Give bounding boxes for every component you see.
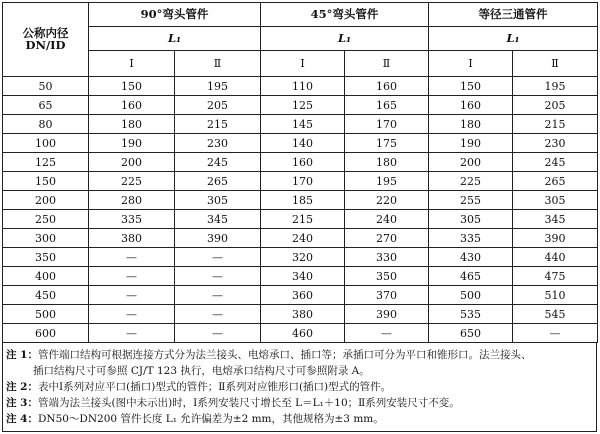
l1-cell: 195 <box>513 77 598 96</box>
note-3 <box>3 395 596 411</box>
l1-cell: 150 <box>89 77 175 96</box>
note-text: DN50～DN200 管件长度 L₁ 允许偏差为±2 mm，其他规格为±3 mm。 <box>37 413 384 425</box>
l1-cell: 460 <box>261 324 345 343</box>
table-row <box>3 77 598 96</box>
l1-cell: 160 <box>429 96 513 115</box>
table-row <box>3 229 598 248</box>
table-body <box>3 77 598 343</box>
group-header-tee: 等径三通管件 <box>429 3 598 27</box>
l1-cell: 340 <box>261 267 345 286</box>
l1-cell: 545 <box>513 305 598 324</box>
dn-cell: 65 <box>3 96 89 115</box>
l1-cell: 345 <box>513 210 598 229</box>
l1-cell: — <box>175 248 261 267</box>
l1-cell: — <box>175 305 261 324</box>
l1-cell: 195 <box>175 77 261 96</box>
l1-cell: 245 <box>513 153 598 172</box>
dn-cell: 250 <box>3 210 89 229</box>
sub-header-tee: L₁ <box>429 27 598 51</box>
l1-cell: 225 <box>89 172 175 191</box>
l1-cell: 510 <box>513 286 598 305</box>
l1-cell: 230 <box>513 134 598 153</box>
l1-cell: 165 <box>345 96 429 115</box>
l1-cell: 255 <box>429 191 513 210</box>
l1-cell: — <box>89 286 175 305</box>
note-label: 注 4： <box>6 413 38 425</box>
note-label: 注 1： <box>6 349 38 361</box>
table-row <box>3 172 598 191</box>
series-label: Ⅰ <box>261 51 345 77</box>
l1-cell: 380 <box>261 305 345 324</box>
header-line-2: DN/ID <box>25 37 66 52</box>
l1-cell: 205 <box>175 96 261 115</box>
dn-cell: 100 <box>3 134 89 153</box>
dn-cell: 350 <box>3 248 89 267</box>
table-row <box>3 305 598 324</box>
l1-cell: 180 <box>429 115 513 134</box>
l1-cell: 110 <box>261 77 345 96</box>
l1-cell: 270 <box>345 229 429 248</box>
table-row <box>3 324 598 343</box>
table-row <box>3 96 598 115</box>
l1-cell: 180 <box>89 115 175 134</box>
l1-cell: 200 <box>89 153 175 172</box>
l1-cell: 280 <box>89 191 175 210</box>
l1-cell: — <box>345 324 429 343</box>
series-label: Ⅰ <box>89 51 175 77</box>
l1-cell: — <box>89 248 175 267</box>
sub-header-45: L₁ <box>261 27 429 51</box>
l1-cell: 145 <box>261 115 345 134</box>
l1-cell: 440 <box>513 248 598 267</box>
l1-cell: 430 <box>429 248 513 267</box>
dn-cell: 500 <box>3 305 89 324</box>
l1-cell: 240 <box>345 210 429 229</box>
series-label: Ⅰ <box>429 51 513 77</box>
series-label: Ⅱ <box>345 51 429 77</box>
l1-cell: 225 <box>429 172 513 191</box>
dn-cell: 125 <box>3 153 89 172</box>
table-row <box>3 115 598 134</box>
table-row <box>3 153 598 172</box>
table-row <box>3 286 598 305</box>
l1-cell: 390 <box>175 229 261 248</box>
l1-cell: 160 <box>261 153 345 172</box>
l1-cell: 390 <box>345 305 429 324</box>
nominal-diameter-header <box>3 3 89 77</box>
l1-cell: 240 <box>261 229 345 248</box>
l1-cell: 215 <box>261 210 345 229</box>
l1-cell: — <box>513 324 598 343</box>
l1-cell: 330 <box>345 248 429 267</box>
l1-cell: 160 <box>89 96 175 115</box>
header-line-1: 公称内径 <box>22 26 69 40</box>
dn-cell: 80 <box>3 115 89 134</box>
l1-cell: 185 <box>261 191 345 210</box>
l1-cell: — <box>89 305 175 324</box>
series-label: Ⅱ <box>513 51 598 77</box>
group-header-45: 45°弯头管件 <box>261 3 429 27</box>
l1-cell: 350 <box>345 267 429 286</box>
l1-cell: 305 <box>429 210 513 229</box>
table-row <box>3 248 598 267</box>
notes-section <box>2 343 597 432</box>
l1-cell: 140 <box>261 134 345 153</box>
note-text: 插口结构尺寸可参照 CJ/T 123 执行，电熔承口结构尺寸可参照附录 A。 <box>33 365 370 377</box>
group-header-90: 90°弯头管件 <box>89 3 261 27</box>
dn-cell: 50 <box>3 77 89 96</box>
dn-cell: 200 <box>3 191 89 210</box>
l1-cell: 125 <box>261 96 345 115</box>
table-row <box>3 267 598 286</box>
l1-cell: 220 <box>345 191 429 210</box>
l1-cell: 215 <box>175 115 261 134</box>
dn-cell: 400 <box>3 267 89 286</box>
note-label: 注 3： <box>6 397 38 409</box>
note-text: 管件端口结构可根据连接方式分为法兰接头、电熔承口、插口等；承插口可分为平口和锥形口。法兰接头、 <box>37 349 532 361</box>
l1-cell: 230 <box>175 134 261 153</box>
l1-cell: 500 <box>429 286 513 305</box>
l1-cell: 370 <box>345 286 429 305</box>
table-row <box>3 134 598 153</box>
sub-header-90: L₁ <box>89 27 261 51</box>
l1-cell: 170 <box>261 172 345 191</box>
l1-cell: 360 <box>261 286 345 305</box>
l1-cell: 305 <box>513 191 598 210</box>
note-2 <box>3 379 596 395</box>
dn-cell: 300 <box>3 229 89 248</box>
l1-cell: 175 <box>345 134 429 153</box>
dn-cell: 450 <box>3 286 89 305</box>
l1-cell: 190 <box>89 134 175 153</box>
series-label: Ⅱ <box>175 51 261 77</box>
l1-cell: 320 <box>261 248 345 267</box>
l1-cell: 190 <box>429 134 513 153</box>
l1-cell: — <box>175 267 261 286</box>
l1-cell: 180 <box>345 153 429 172</box>
l1-cell: 535 <box>429 305 513 324</box>
l1-cell: 215 <box>513 115 598 134</box>
l1-cell: 390 <box>513 229 598 248</box>
note-4 <box>3 411 596 427</box>
dn-cell: 150 <box>3 172 89 191</box>
table-row <box>3 191 598 210</box>
l1-cell: 380 <box>89 229 175 248</box>
l1-cell: 305 <box>175 191 261 210</box>
l1-cell: 170 <box>345 115 429 134</box>
note-text: 表中Ⅰ系列对应平口(插口)型式的管件；Ⅱ系列对应锥形口(插口)型式的管件。 <box>37 381 392 393</box>
l1-cell: 345 <box>175 210 261 229</box>
note-1-continued <box>3 363 596 379</box>
l1-cell: — <box>89 267 175 286</box>
l1-cell: 195 <box>345 172 429 191</box>
note-1 <box>3 347 596 363</box>
l1-cell: 335 <box>429 229 513 248</box>
table-row <box>3 210 598 229</box>
l1-cell: 245 <box>175 153 261 172</box>
dimension-table <box>2 2 598 343</box>
l1-cell: 475 <box>513 267 598 286</box>
l1-cell: 160 <box>345 77 429 96</box>
l1-cell: 465 <box>429 267 513 286</box>
l1-cell: 335 <box>89 210 175 229</box>
l1-cell: — <box>175 324 261 343</box>
note-label: 注 2： <box>6 381 38 393</box>
l1-cell: — <box>175 286 261 305</box>
l1-cell: 265 <box>175 172 261 191</box>
l1-cell: 265 <box>513 172 598 191</box>
dn-cell: 600 <box>3 324 89 343</box>
document <box>2 2 597 432</box>
l1-cell: 650 <box>429 324 513 343</box>
l1-cell: 150 <box>429 77 513 96</box>
l1-cell: 200 <box>429 153 513 172</box>
l1-cell: 205 <box>513 96 598 115</box>
note-text: 管端为法兰接头(图中未示出)时，Ⅰ系列安装尺寸增长至 L＝L₁＋10；Ⅱ系列安装尺寸不变。 <box>37 397 460 409</box>
l1-cell: — <box>89 324 175 343</box>
